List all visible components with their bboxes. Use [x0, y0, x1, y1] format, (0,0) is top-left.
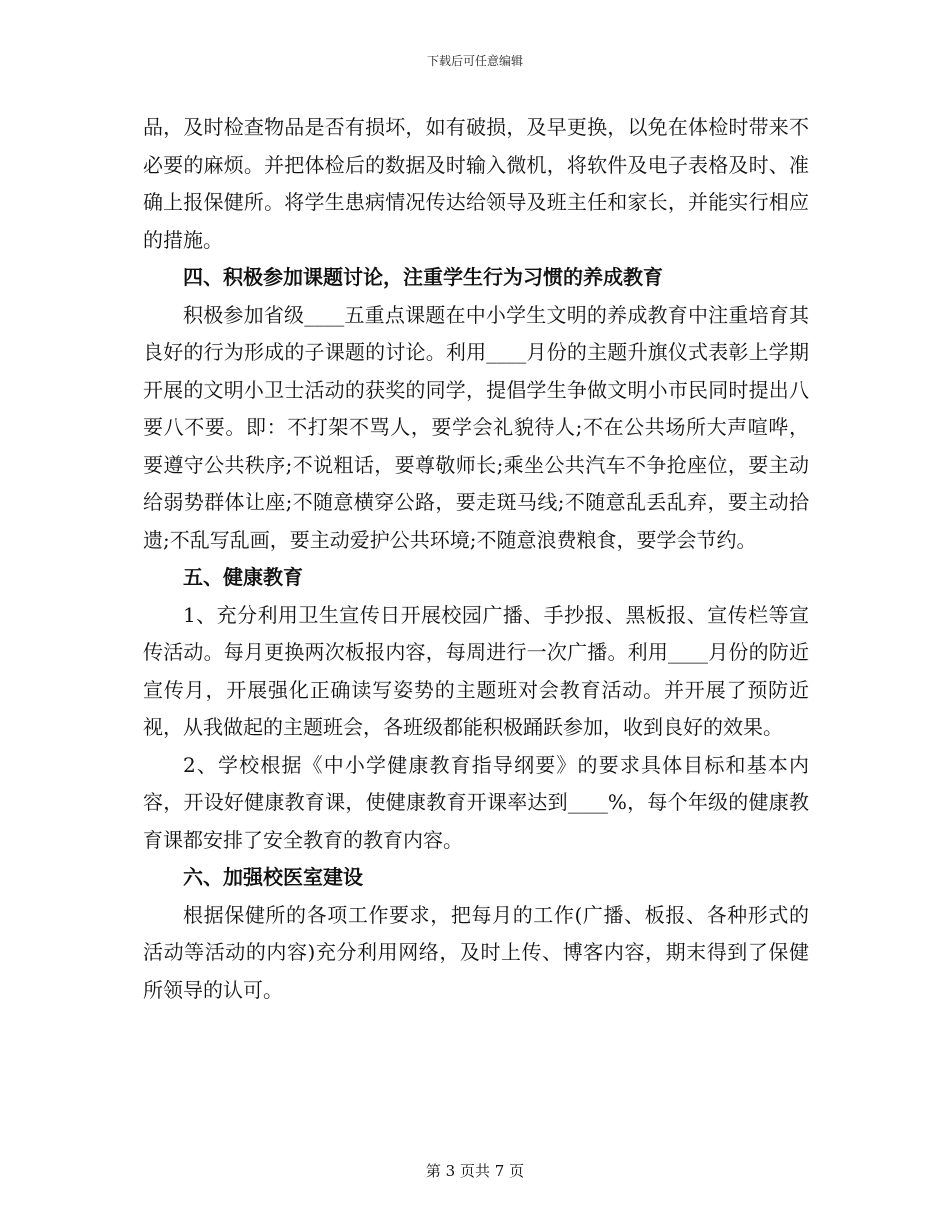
section-heading-5: 五、健康教育: [183, 565, 303, 589]
section-heading-6: 六、加强校医室建设: [183, 865, 363, 889]
paragraph-section-5-item-1: 1、充分利用卫生宣传日开展校园广播、手抄报、黑板报、宣传栏等宣传活动。每月更换两次板报内容，每周进行一次广播。利用____月份的防近宣传月，开展强化正确读写姿势的主题班对会教育活动。并开展了预防近视，从我做起的主题班会，各班级都能积极踊跃参加，收到良好的效果。: [143, 602, 809, 739]
paragraph-section-5-item-2: 2、学校根据《中小学健康教育指导纲要》的要求具体目标和基本内容，开设好健康教育课，使健康教育开课率达到____%，每个年级的健康教育课都安排了安全教育的教育内容。: [143, 752, 809, 852]
page-footer: 第 3 页共 7 页: [425, 1162, 525, 1180]
page-header: 下载后可任意编辑: [426, 54, 523, 68]
paragraph-section-6: 根据保健所的各项工作要求，把每月的工作(广播、板报、各种形式的活动等活动的内容)充分利用网络，及时上传、博客内容，期末得到了保健所领导的认可。: [143, 902, 809, 1002]
paragraph-continuation: 品，及时检查物品是否有损坏，如有破损，及早更换，以免在体检时带来不必要的麻烦。并把体检后的数据及时输入微机，将软件及电子表格及时、准确上报保健所。将学生患病情况传达给领导及班主任和家长，并能实行相应的措施。: [143, 115, 809, 252]
section-heading-4: 四、积极参加课题讨论，注重学生行为习惯的养成教育: [183, 265, 663, 289]
document-body: [143, 109, 809, 1009]
paragraph-section-4: 积极参加省级____五重点课题在中小学生文明的养成教育中注重培育其良好的行为形成的子课题的讨论。利用____月份的主题升旗仪式表彰上学期开展的文明小卫士活动的获奖的同学，提倡学生争做文明小市民同时提出八要八不要。即：不打架不骂人，要学会礼貌待人;不在公共场所大声喧哗，要遵守公共秩序;不说粗话，要尊敬师长;乘坐公共汽车不争抢座位，要主动给弱势群体让座;不随意横穿公路，要走斑马线;不随意乱丢乱弃，要主动拾遗;不乱写乱画，要主动爱护公共环境;不随意浪费粮食，要学会节约。: [143, 302, 809, 552]
